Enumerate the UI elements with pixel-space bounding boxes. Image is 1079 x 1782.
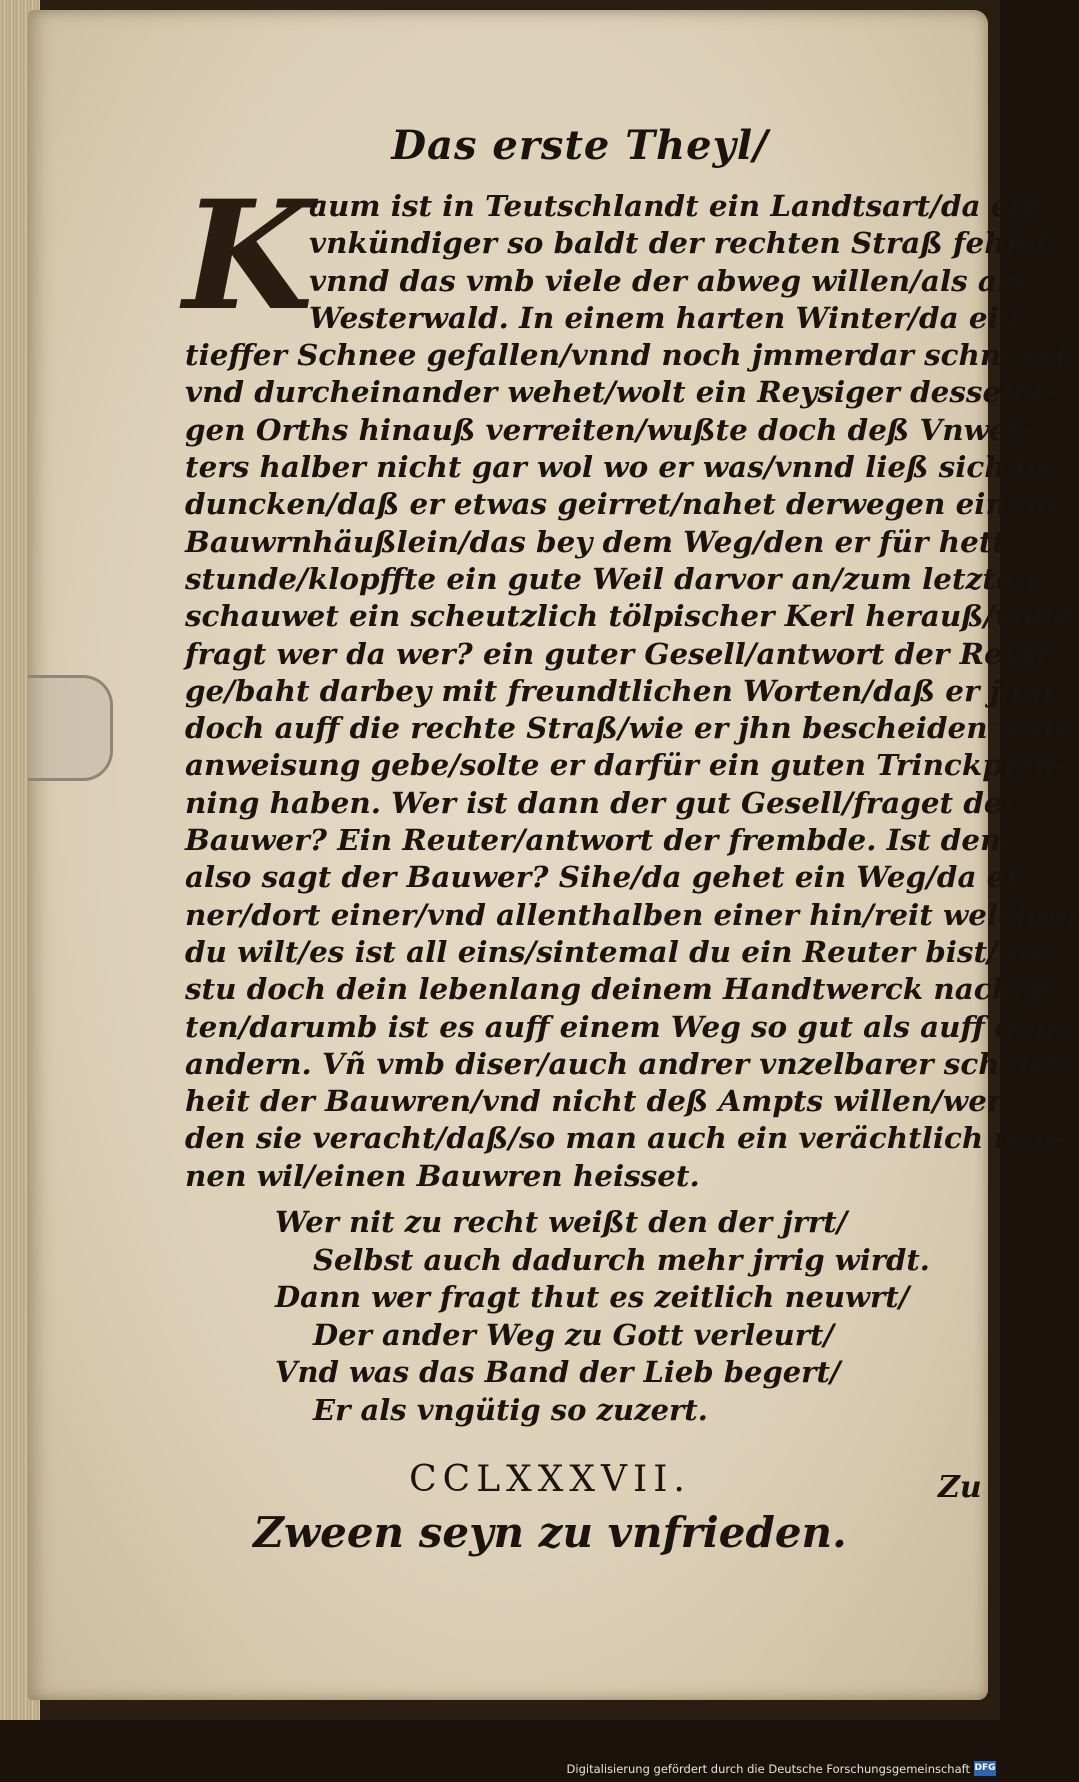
text-line: ge/baht darbey mit freundtlichen Worten/daß er jhm [185,672,1053,708]
text-line: heit der Bauwren/vnd nicht deß Ampts willen/wer- [185,1083,1015,1119]
chapter-number: CCLXXXVII. [409,1459,691,1501]
digitization-credit: Digitalisierung gefördert durch die Deutsche Forschungsgemeinschaft [566,1762,970,1776]
text-line: gen Orths hinauß verreiten/wußte doch deß Vnwet- [185,411,1034,447]
text-line: tieffer Schnee gefallen/vnnd noch jmmerdar schneyet [185,337,1070,373]
text-line: stu doch dein lebenlang deinem Handtwerck nachrei- [185,971,1071,1007]
page-clip [28,675,113,781]
text-line: anweisung gebe/solte er darfür ein guten Trinckpfen- [185,747,1068,783]
text-line: duncken/daß er etwas geirret/nahet derwegen einem [185,486,1057,522]
verse-line: Der ander Weg zu Gott verleurt/ [313,1317,835,1352]
text-line: andern. Vñ vmb diser/auch andrer vnzelbarer schalck- [185,1045,1079,1081]
decorated-initial: K [183,168,314,344]
text-line: ning haben. Wer ist dann der gut Gesell/fraget der [185,784,1019,820]
text-line: Bauwrnhäußlein/das bey dem Weg/den er für hett/ [185,523,1017,559]
text-line: ner/dort einer/vnd allenthalben einer hin/reit welchen [185,896,1078,932]
verse-line: Dann wer fragt thut es zeitlich neuwrt/ [275,1280,910,1315]
text-line: schauwet ein scheutzlich tölpischer Kerl herauß/vnnd [185,598,1075,634]
text-line: doch auff die rechte Straß/wie er jhn bescheiden wölt/ [185,710,1079,746]
text-line: vnkündiger so baldt der rechten Straß fehlet/ [309,225,1060,261]
text-block [183,122,1079,1558]
dfg-logo: DFG [974,1761,996,1776]
main-paragraph [185,187,1079,1194]
verse-block [275,1204,975,1429]
verse-line: Selbst auch dadurch mehr jrrig wirdt. [313,1242,930,1277]
verse-line: Wer nit zu recht weißt den der jrrt/ [275,1205,848,1240]
text-line: stunde/klopffte ein gute Weil darvor an/zum letzten [185,560,1036,596]
text-line: Westerwald. In einem harten Winter/da ein [309,299,1021,335]
text-line: also sagt der Bauwer? Sihe/da gehet ein Weg/da ei- [185,859,1029,895]
text-line: ten/darumb ist es auff einem Weg so gut als auff dem [185,1008,1066,1044]
text-line: aum ist in Teutschlandt ein Landtsart/da ein [309,188,1043,223]
text-line: vnnd das vmb viele der abweg willen/als am [309,262,1029,298]
text-line: ters halber nicht gar wol wo er was/vnnd ließ sich be- [185,449,1068,485]
text-line: den sie veracht/daß/so man auch ein verächtlich nen- [185,1120,1068,1156]
verse-line: Vnd was das Band der Lieb begert/ [275,1355,841,1390]
running-header: Das erste Theyl/ [391,122,769,169]
catchword: Zu [938,1470,982,1505]
text-line: nen wil/einen Bauwren heisset. [185,1157,700,1193]
text-line: du wilt/es ist all eins/sintemal du ein Reuter bist/mu- [185,933,1063,969]
chapter-title: Zween seyn zu vnfrieden. [253,1508,847,1558]
text-line: fragt wer da wer? ein guter Gesell/antwort der Reysi- [185,635,1060,671]
text-line: vnd durcheinander wehet/wolt ein Reysiger desselbi- [185,374,1057,410]
verse-line: Er als vngütig so zuzert. [313,1392,708,1427]
text-line: Bauwer? Ein Reuter/antwort der frembde. Ist dem [185,822,1012,858]
